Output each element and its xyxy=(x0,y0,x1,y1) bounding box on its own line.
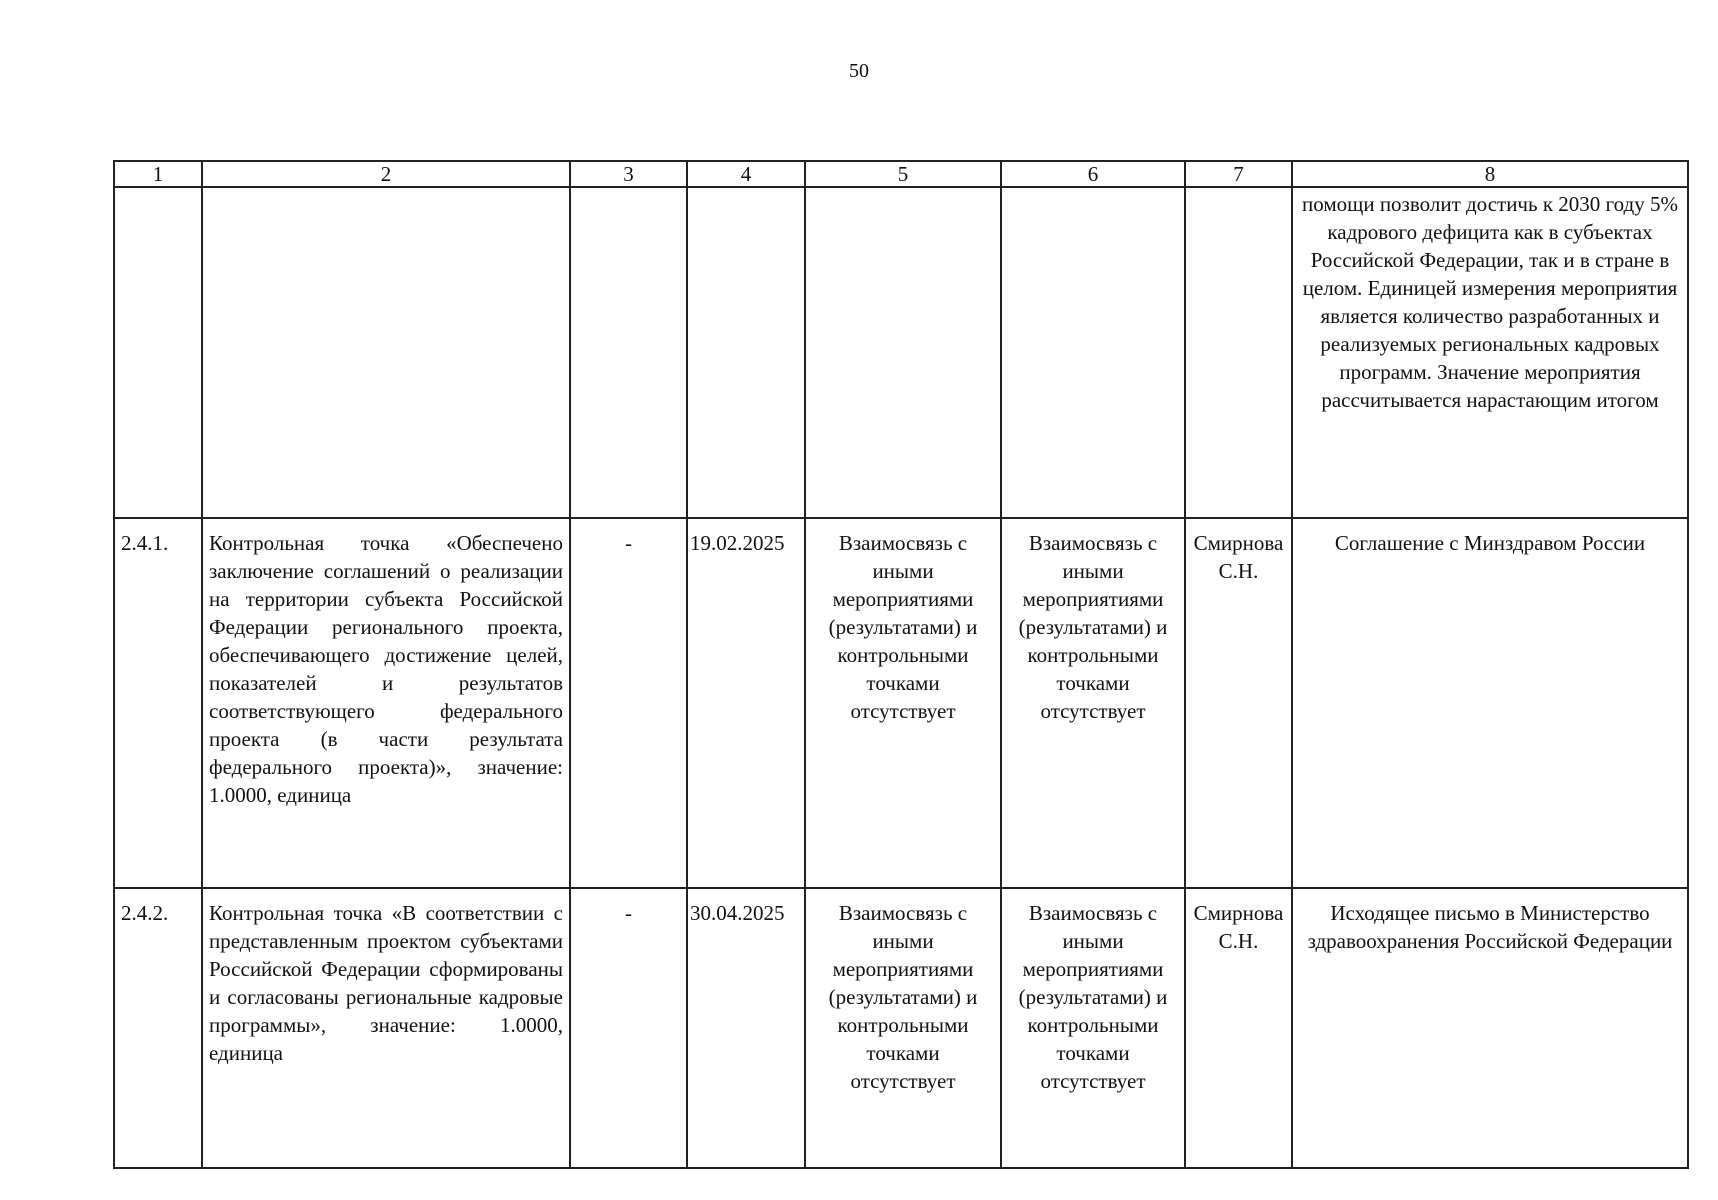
control-point-description-cell: Контрольная точка «В соответствии с представленным проектом субъектами Российской Федерации сформированы и согласованы региональные кадровые программы», значение: 1.0000, единица xyxy=(202,888,570,1168)
responsible-person-cell: Смирнова С.Н. xyxy=(1185,518,1292,888)
continuation-description-cell: помощи позволит достичь к 2030 году 5% кадрового дефицита как в субъектах Российской Федерации, так и в стране в целом. Единицей измерения мероприятия является количество разработанных и реализуемых региональных кадровых программ. Значение мероприятия рассчитывается нарастающим итогом xyxy=(1292,187,1688,518)
control-points-table xyxy=(113,160,1689,1169)
column-header-8: 8 xyxy=(1292,161,1688,187)
table-cell xyxy=(687,187,805,518)
table-cell xyxy=(114,187,202,518)
relationship-cell-5: Взаимосвязь с иными мероприятиями (результатами) и контрольными точками отсутствует xyxy=(805,888,1001,1168)
table-row xyxy=(114,518,1688,888)
relationship-cell-5: Взаимосвязь с иными мероприятиями (результатами) и контрольными точками отсутствует xyxy=(805,518,1001,888)
relationship-cell-6: Взаимосвязь с иными мероприятиями (результатами) и контрольными точками отсутствует xyxy=(1001,888,1185,1168)
column-3-cell: - xyxy=(570,888,687,1168)
relationship-cell-6: Взаимосвязь с иными мероприятиями (результатами) и контрольными точками отсутствует xyxy=(1001,518,1185,888)
table-cell xyxy=(202,187,570,518)
control-point-description-cell: Контрольная точка «Обеспечено заключение соглашений о реализации на территории субъекта Российской Федерации регионального проекта, обеспечивающего достижение целей, показателей и результатов соответствующего федерального проекта (в части результата федерального проекта)», значение: 1.0000, единица xyxy=(202,518,570,888)
table-row xyxy=(114,888,1688,1168)
page-number: 50 xyxy=(849,60,869,82)
table-row-continuation xyxy=(114,187,1688,518)
column-header-7: 7 xyxy=(1185,161,1292,187)
document-cell: Исходящее письмо в Министерство здравоохранения Российской Федерации xyxy=(1292,888,1688,1168)
column-header-1: 1 xyxy=(114,161,202,187)
column-header-6: 6 xyxy=(1001,161,1185,187)
column-3-cell: - xyxy=(570,518,687,888)
row-number-cell: 2.4.1. xyxy=(114,518,202,888)
table-cell xyxy=(1185,187,1292,518)
table-header-row xyxy=(114,161,1688,187)
table-cell xyxy=(1001,187,1185,518)
responsible-person-cell: Смирнова С.Н. xyxy=(1185,888,1292,1168)
date-cell: 30.04.2025 xyxy=(687,888,805,1168)
column-header-4: 4 xyxy=(687,161,805,187)
table-cell xyxy=(570,187,687,518)
column-header-3: 3 xyxy=(570,161,687,187)
column-header-5: 5 xyxy=(805,161,1001,187)
date-cell: 19.02.2025 xyxy=(687,518,805,888)
column-header-2: 2 xyxy=(202,161,570,187)
row-number-cell: 2.4.2. xyxy=(114,888,202,1168)
table-cell xyxy=(805,187,1001,518)
document-cell: Соглашение с Минздравом России xyxy=(1292,518,1688,888)
